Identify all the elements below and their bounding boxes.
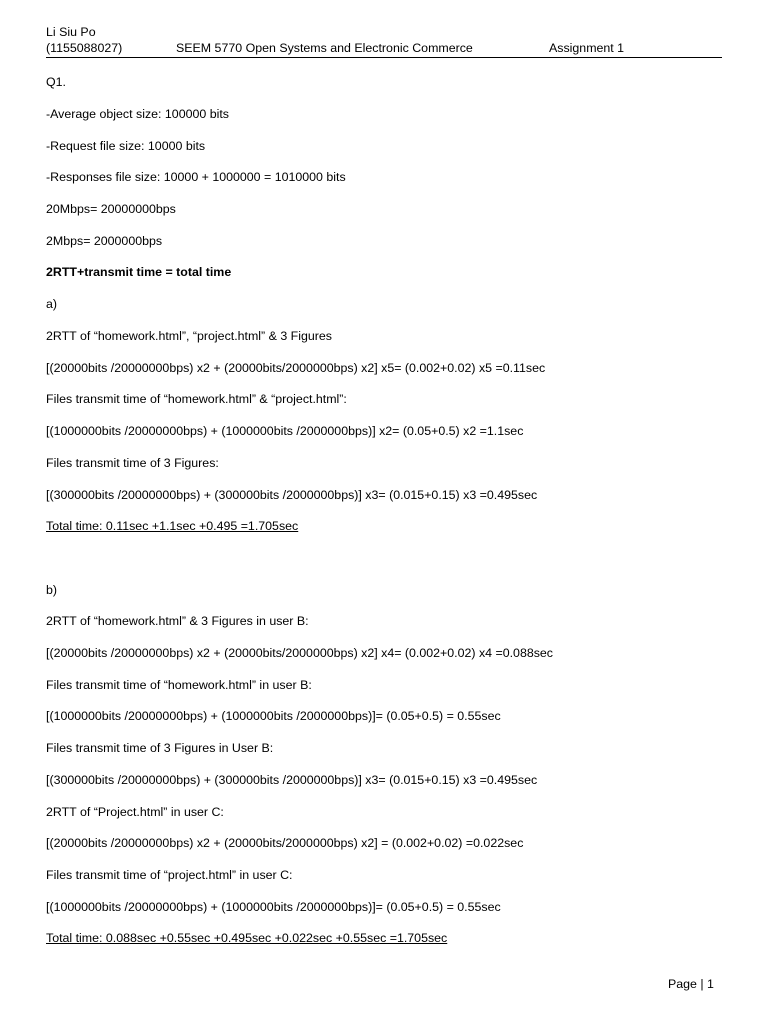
user-c-project-calc: [(1000000bits /20000000bps) + (1000000bits /2000000bps)]= (0.05+0.5) = 0.55sec xyxy=(46,900,501,914)
part-b-total: Total time: 0.088sec +0.55sec +0.495sec +0.022sec +0.55sec =1.705sec xyxy=(46,931,448,945)
part-b-rtt-calc: [(20000bits /20000000bps) x2 + (20000bits/2000000bps) x2] x4= (0.002+0.02) x4 =0.088sec xyxy=(46,646,554,660)
formula-line: 2RTT+transmit time = total time xyxy=(46,265,232,279)
question-heading: Q1. xyxy=(46,75,66,89)
part-b-homework-label: Files transmit time of “homework.html” in user B: xyxy=(46,678,312,692)
given-rate-2mbps: 2Mbps= 2000000bps xyxy=(46,234,163,248)
part-b-homework-calc: [(1000000bits /20000000bps) + (1000000bits /2000000bps)]= (0.05+0.5) = 0.55sec xyxy=(46,709,501,723)
given-average-object: -Average object size: 100000 bits xyxy=(46,107,229,121)
part-a-files-calc: [(1000000bits /20000000bps) + (1000000bits /2000000bps)] x2= (0.05+0.5) x2 =1.1sec xyxy=(46,424,524,438)
part-a-rtt-calc: [(20000bits /20000000bps) x2 + (20000bits/2000000bps) x2] x5= (0.002+0.02) x5 =0.11sec xyxy=(46,361,546,375)
page-number: Page | 1 xyxy=(668,977,714,991)
part-a-rtt-label: 2RTT of “homework.html”, “project.html” & 3 Figures xyxy=(46,329,332,343)
part-b-rtt-label: 2RTT of “homework.html” & 3 Figures in user B: xyxy=(46,614,309,628)
user-c-project-label: Files transmit time of “project.html” in user C: xyxy=(46,868,293,882)
part-a-figures-label: Files transmit time of 3 Figures: xyxy=(46,456,219,470)
header-info-line xyxy=(46,40,722,56)
student-id: (1155088027) xyxy=(46,41,123,55)
page-header xyxy=(46,24,722,56)
user-c-rtt-label: 2RTT of “Project.html” in user C: xyxy=(46,805,224,819)
part-b-heading: b) xyxy=(46,583,58,597)
assignment-title: Assignment 1 xyxy=(549,41,625,55)
part-a-files-label: Files transmit time of “homework.html” & “project.html”: xyxy=(46,392,347,406)
given-rate-20mbps: 20Mbps= 20000000bps xyxy=(46,202,176,216)
course-title: SEEM 5770 Open Systems and Electronic Commerce xyxy=(176,41,473,55)
header-divider xyxy=(46,57,722,58)
user-c-rtt-calc: [(20000bits /20000000bps) x2 + (20000bits/2000000bps) x2] = (0.002+0.02) =0.022sec xyxy=(46,836,524,850)
author-name: Li Siu Po xyxy=(46,25,96,39)
part-b-figures-calc: [(300000bits /20000000bps) + (300000bits /2000000bps)] x3= (0.015+0.15) x3 =0.495sec xyxy=(46,773,538,787)
given-response-size: -Responses file size: 10000 + 1000000 = 1010000 bits xyxy=(46,170,346,184)
part-a-total: Total time: 0.11sec +1.1sec +0.495 =1.705sec xyxy=(46,519,299,533)
part-b-figures-label: Files transmit time of 3 Figures in User B: xyxy=(46,741,274,755)
given-request-size: -Request file size: 10000 bits xyxy=(46,139,206,153)
part-a-figures-calc: [(300000bits /20000000bps) + (300000bits /2000000bps)] x3= (0.015+0.15) x3 =0.495sec xyxy=(46,488,538,502)
part-a-heading: a) xyxy=(46,297,58,311)
